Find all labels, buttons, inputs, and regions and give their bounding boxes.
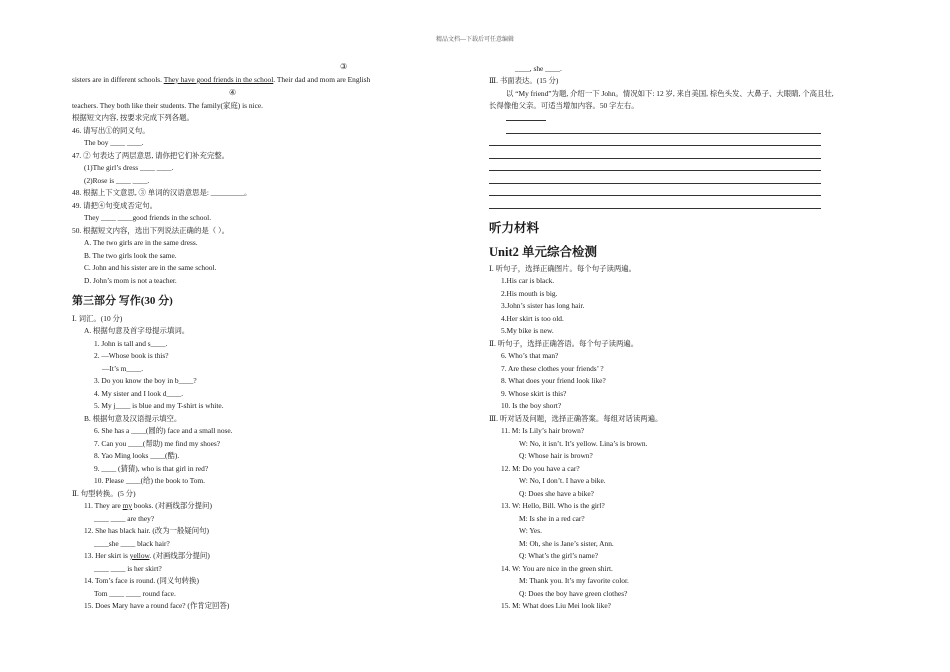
- question-49: 49. 请把④句变成否定句。: [72, 201, 157, 210]
- transform-15-answer: ____, she ____.: [515, 64, 562, 73]
- dialogue-13-line-1: 13. W: Hello, Bill. Who is the girl?: [501, 501, 605, 510]
- listening-item-4: 4.Her skirt is too old.: [501, 314, 564, 323]
- dialogue-11-line-1: 11. M: Is Lily’s hair brown?: [501, 426, 585, 435]
- dialogue-14-line-1: 14. W: You are nice in the green shirt.: [501, 564, 613, 573]
- dialogue-12-line-2: W: No, I don’t. I have a bike.: [519, 476, 606, 485]
- transform-14: 14. Tom’s face is round. (同义句转换): [84, 576, 199, 585]
- transform-text: . (对画线部分提问): [149, 551, 210, 560]
- passage-line-1: [72, 75, 370, 84]
- vocab-4: 4. My sister and I look d____.: [94, 389, 184, 398]
- writing-prompt-line-1: 以 “My friend”为题, 介绍一下 John。情况如下: 12 岁, 来自美国, 棕色头发、大鼻子、大眼睛, 个高且壮,: [506, 89, 834, 98]
- circle-marker-4: ④: [229, 88, 237, 97]
- underlined-word: yellow: [129, 551, 150, 560]
- underlined-sentence: They have good friends in the school: [163, 75, 274, 84]
- transform-12-answer: ____she ____ black hair?: [94, 539, 170, 548]
- answer-line-46: The boy ____ ____.: [84, 138, 144, 147]
- dialogue-14-line-2: M: Thank you. It’s my favorite color.: [519, 576, 629, 585]
- dialogue-11-question: Q: Whose hair is brown?: [519, 451, 593, 460]
- page-header-note: 精品文档---下载后可任意编辑: [436, 37, 514, 43]
- option-d: D. John’s mom is not a teacher.: [84, 276, 177, 285]
- dialogue-13-line-3: W: Yes.: [519, 526, 542, 535]
- listening-item-6: 6. Who’s that man?: [501, 351, 559, 360]
- listening-item-2: 2.His mouth is big.: [501, 289, 558, 298]
- vocab-9: 9. ____ (猜猜), who is that girl in red?: [94, 464, 209, 473]
- part3-heading: 第三部分 写作(30 分): [72, 295, 173, 307]
- listening-section-2: Ⅱ. 听句子，选择正确答语。每个句子读两遍。: [489, 339, 639, 348]
- listening-section-1: Ⅰ. 听句子，选择正确图片。每个句子读两遍。: [489, 264, 637, 273]
- option-b: B. The two girls look the same.: [84, 251, 177, 260]
- transform-text: books. (对画线部分提问): [132, 501, 212, 510]
- transform-11-answer: ____ ____ are they?: [94, 514, 155, 523]
- vocab-10: 10. Please ____(给) the book to Tom.: [94, 476, 206, 485]
- transform-15: 15. Does Mary have a round face? (作肯定回答): [84, 601, 230, 610]
- transform-text: 13. Her skirt is: [84, 551, 130, 560]
- dialogue-13-line-2: M: Is she in a red car?: [519, 514, 585, 523]
- listening-section-3: Ⅲ. 听对话及问题，选择正确答案。每组对话读两遍。: [489, 414, 663, 423]
- writing-line: [489, 158, 821, 159]
- vocab-2b: —It’s m____.: [102, 364, 144, 373]
- option-a: A. The two girls are in the same dress.: [84, 238, 198, 247]
- listening-item-7: 7. Are these clothes your friends’ ?: [501, 364, 604, 373]
- listening-item-9: 9. Whose skirt is this?: [501, 389, 567, 398]
- listening-material-title: 听力材料: [489, 221, 540, 235]
- passage-text: sisters are in different schools.: [72, 75, 164, 84]
- transform-13-answer: ____ ____ is her skirt?: [94, 564, 162, 573]
- vocab-7: 7. Can you ____(帮助) me find my shoes?: [94, 439, 221, 448]
- transform-13: [84, 551, 210, 560]
- section-2-heading: Ⅱ. 句型转换。(5 分): [72, 489, 136, 498]
- transform-11: [84, 501, 212, 510]
- writing-line: [489, 170, 821, 171]
- passage-line-2: teachers. They both like their students. The family(家庭) is nice.: [72, 101, 264, 110]
- vocab-3: 3. Do you know the boy in b____?: [94, 376, 197, 385]
- listening-item-10: 10. Is the boy short?: [501, 401, 562, 410]
- writing-line: [506, 133, 821, 134]
- section-1-heading: Ⅰ. 词汇。(10 分): [72, 314, 123, 323]
- transform-14-answer: Tom ____ ____ round face.: [94, 589, 176, 598]
- transform-12: 12. She has black hair. (改为一般疑问句): [84, 526, 210, 535]
- option-c: C. John and his sister are in the same school.: [84, 263, 217, 272]
- dialogue-14-question: Q: Does the boy have green clothes?: [519, 589, 628, 598]
- vocab-5: 5. My j____ is blue and my T-shirt is white.: [94, 401, 224, 410]
- vocab-6: 6. She has a ____(圆的) face and a small nose.: [94, 426, 233, 435]
- passage-text: . Their dad and mom are English: [273, 75, 371, 84]
- writing-line: [489, 195, 821, 196]
- writing-line: [489, 145, 821, 146]
- dialogue-12-line-1: 12. M: Do you have a car?: [501, 464, 580, 473]
- vocab-2: 2. —Whose book is this?: [94, 351, 169, 360]
- listening-item-5: 5.My bike is new.: [501, 326, 554, 335]
- vocab-8: 8. Yao Ming looks ____(酷).: [94, 451, 180, 460]
- listening-item-3: 3.John’s sister has long hair.: [501, 301, 585, 310]
- answer-line-47-2: (2)Rose is ____ ____.: [84, 176, 150, 185]
- transform-text: 11. They are: [84, 501, 123, 510]
- section-1a-instruction: A. 根据句意及首字母提示填词。: [84, 326, 190, 335]
- dialogue-13-line-4: M: Oh, she is Jane’s sister, Ann.: [519, 539, 614, 548]
- dialogue-15-line-1: 15. M: What does Liu Mei look like?: [501, 601, 611, 610]
- section-3-heading: Ⅲ. 书面表达。(15 分): [489, 76, 559, 85]
- question-47: 47. ② 句表达了两层意思, 请你把它们补充完整。: [72, 151, 230, 160]
- circle-marker-3: ③: [340, 62, 348, 71]
- answer-line-49: They ____ ____good friends in the school.: [84, 213, 212, 222]
- dialogue-13-question: Q: What’s the girl’s name?: [519, 551, 599, 560]
- underlined-word: my: [122, 501, 133, 510]
- question-50: 50. 根据短文内容，选出下列说法正确的是（ ）。: [72, 226, 230, 235]
- listening-item-8: 8. What does your friend look like?: [501, 376, 606, 385]
- section-1b-instruction: B. 根据句意及汉语提示填空。: [84, 414, 182, 423]
- question-46: 46. 请写出①的同义句。: [72, 126, 150, 135]
- dialogue-12-question: Q: Does she have a bike?: [519, 489, 594, 498]
- writing-line: [489, 208, 821, 209]
- instruction: 根据短文内容, 按要求完成下列各题。: [72, 113, 194, 122]
- dialogue-11-line-2: W: No, it isn’t. It’s yellow. Lina’s is brown.: [519, 439, 648, 448]
- vocab-1: 1. John is tall and s____.: [94, 339, 168, 348]
- unit-title: Unit2 单元综合检测: [489, 245, 597, 259]
- question-48: 48. 根据上下文意思, ③ 单词的汉语意思是: _________。: [72, 188, 252, 197]
- writing-line: [489, 183, 821, 184]
- listening-item-1: 1.His car is black.: [501, 276, 555, 285]
- answer-line-47-1: (1)The girl’s dress ____ ____.: [84, 163, 174, 172]
- writing-prompt-line-2: 长得像他父亲。可适当增加内容。50 字左右。: [489, 101, 639, 110]
- writing-line: [506, 120, 546, 121]
